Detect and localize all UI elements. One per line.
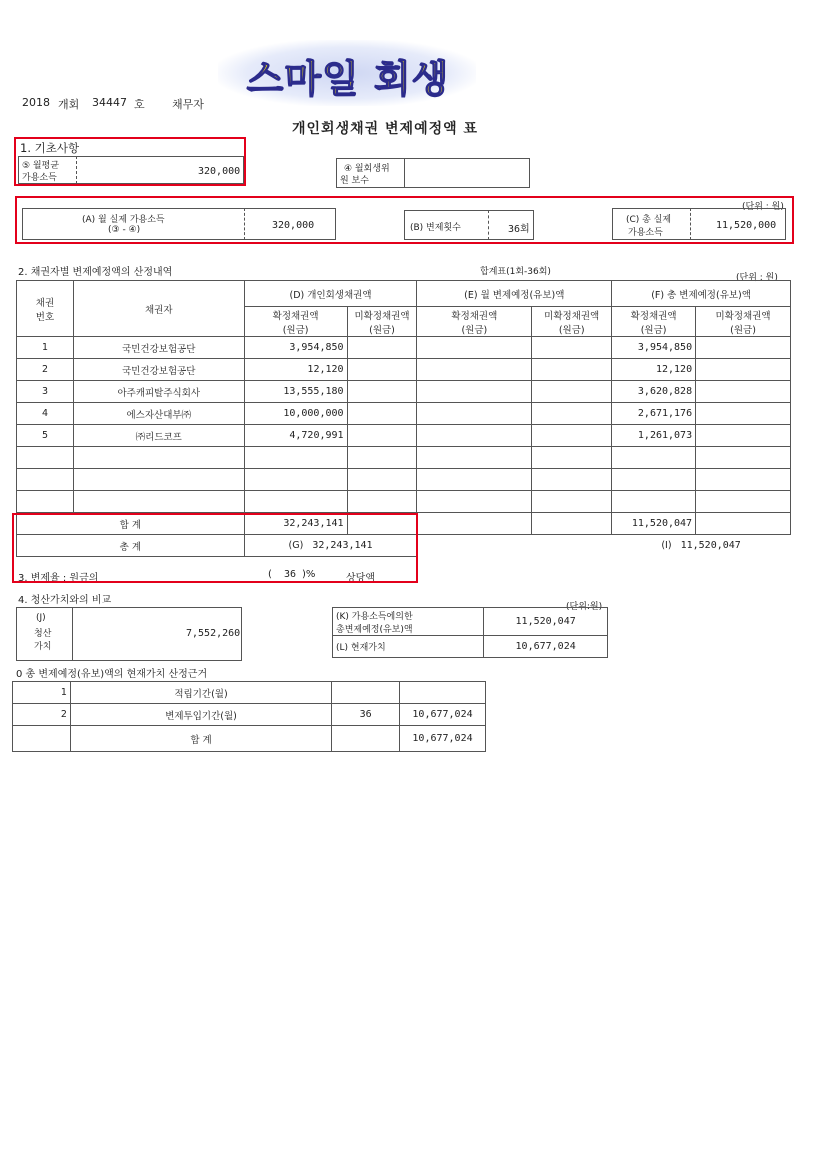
page-title: 개인회생채권 변제예정액 표 <box>292 121 479 137</box>
b-label: (B) 변제횟수 <box>410 223 461 233</box>
table-row: 1 국민건강보험공단 3,954,850 3,954,850 <box>17 337 791 359</box>
total-row: 총 계 (G) 32,243,141 (I) 11,520,047 <box>17 535 791 557</box>
logo <box>218 40 476 106</box>
c-label-2: 가용소득 <box>628 228 663 238</box>
unit-label-1: (단위 : 원) <box>742 202 784 212</box>
unit-label-3: (단위:원) <box>566 602 603 612</box>
col-f-header: (F) 총 변제예정(유보)액 <box>612 281 791 307</box>
sub-header: 확정채권액 (원금) <box>244 307 347 337</box>
table-row: 3 아주캐피탈주식회사 13,555,180 3,620,828 <box>17 381 791 403</box>
sub-header: 확정채권액 (원금) <box>417 307 532 337</box>
sub-header: 확정채권액 (원금) <box>612 307 696 337</box>
a-value: 320,000 <box>272 220 315 231</box>
l-label: (L) 현재가치 <box>333 636 484 658</box>
table-row-empty <box>17 491 791 513</box>
sum-row: 합 계 10,677,024 <box>13 726 486 752</box>
table-row: 2 국민건강보험공단 12,120 12,120 <box>17 359 791 381</box>
b-value: 36회 <box>508 224 530 235</box>
j-label-1: (J) <box>36 613 46 623</box>
highlight-basic <box>14 137 246 186</box>
repay-rate-close: )% <box>302 569 316 580</box>
col-no-header: 채권 번호 <box>17 281 74 337</box>
repay-rate-label: 3. 변제율 : 원금의 <box>18 573 99 584</box>
j-label-3: 가치 <box>34 642 52 652</box>
table-row: 5 ㈜리드코프 4,720,991 1,261,073 <box>17 425 791 447</box>
section4-title: 4. 청산가치와의 비교 <box>18 595 112 606</box>
col-d-header: (D) 개인회생채권액 <box>244 281 417 307</box>
j-value: 7,552,260 <box>186 628 241 639</box>
repay-rate-suffix: 상당액 <box>346 573 375 584</box>
k-value: 11,520,047 <box>484 608 608 636</box>
sum-row: 합 계 32,243,141 11,520,047 <box>17 513 791 535</box>
table-row: 2 변제투입기간(월) 36 10,677,024 <box>13 704 486 726</box>
logo-text: 스마일 회생 <box>246 57 450 101</box>
c-label-1: (C) 총 실제 <box>626 215 672 225</box>
k-label: (K) 가용소득에의한 총변제예정(유보)액 <box>333 608 484 636</box>
sub-header: 미확정채권액 (원금) <box>696 307 791 337</box>
avg-income-label-2: 가용소득 <box>22 173 57 183</box>
table-row: 1 적립기간(월) <box>13 682 486 704</box>
sub-header: 미확정채권액 (원금) <box>347 307 417 337</box>
header-case-suffix: 호 <box>134 98 145 111</box>
section2-title: 2. 채권자별 변제예정액의 산정내역 <box>18 267 173 278</box>
l-value: 10,677,024 <box>484 636 608 658</box>
highlight-summary <box>15 196 794 244</box>
repay-rate-value: 36 <box>284 569 297 580</box>
repay-rate-open: ( <box>268 569 272 580</box>
j-label-2: 청산 <box>34 629 52 639</box>
header-case-number: 34447 <box>92 96 127 109</box>
unit-label-2: (단위 : 원) <box>736 273 778 283</box>
schedule-label: 합계표(1회-36회) <box>480 267 551 277</box>
header-year: 2018 <box>22 96 50 109</box>
present-value-table <box>12 681 486 752</box>
avg-income-value: 320,000 <box>198 166 241 177</box>
table-row-empty <box>17 447 791 469</box>
section5-title: 0 총 변제예정(유보)액의 현재가치 산정근거 <box>16 669 208 680</box>
section1-title: 1. 기초사항 <box>20 141 80 155</box>
avg-income-label-1: ⑤ 월평균 <box>22 161 60 171</box>
a-label-1: (A) 월 실제 가용소득 <box>82 215 165 225</box>
c-value: 11,520,000 <box>716 220 777 231</box>
col-e-header: (E) 월 변제예정(유보)액 <box>417 281 612 307</box>
sub-header: 미확정채권액 (원금) <box>532 307 612 337</box>
a-label-2: (③ - ④) <box>108 225 141 235</box>
table-row: 4 에스자산대부㈜ 10,000,000 2,671,176 <box>17 403 791 425</box>
col-creditor-header: 채권자 <box>73 281 244 337</box>
table-row-empty <box>17 469 791 491</box>
trustee-fee-label-1: ④ 월회생위 <box>344 164 390 174</box>
highlight-total <box>12 513 418 583</box>
header-case-prefix: 개회 <box>58 98 80 111</box>
header-debtor-label: 채무자 <box>172 98 204 111</box>
trustee-fee-label-2: 원 보수 <box>340 176 369 186</box>
k-l-table <box>332 607 608 658</box>
